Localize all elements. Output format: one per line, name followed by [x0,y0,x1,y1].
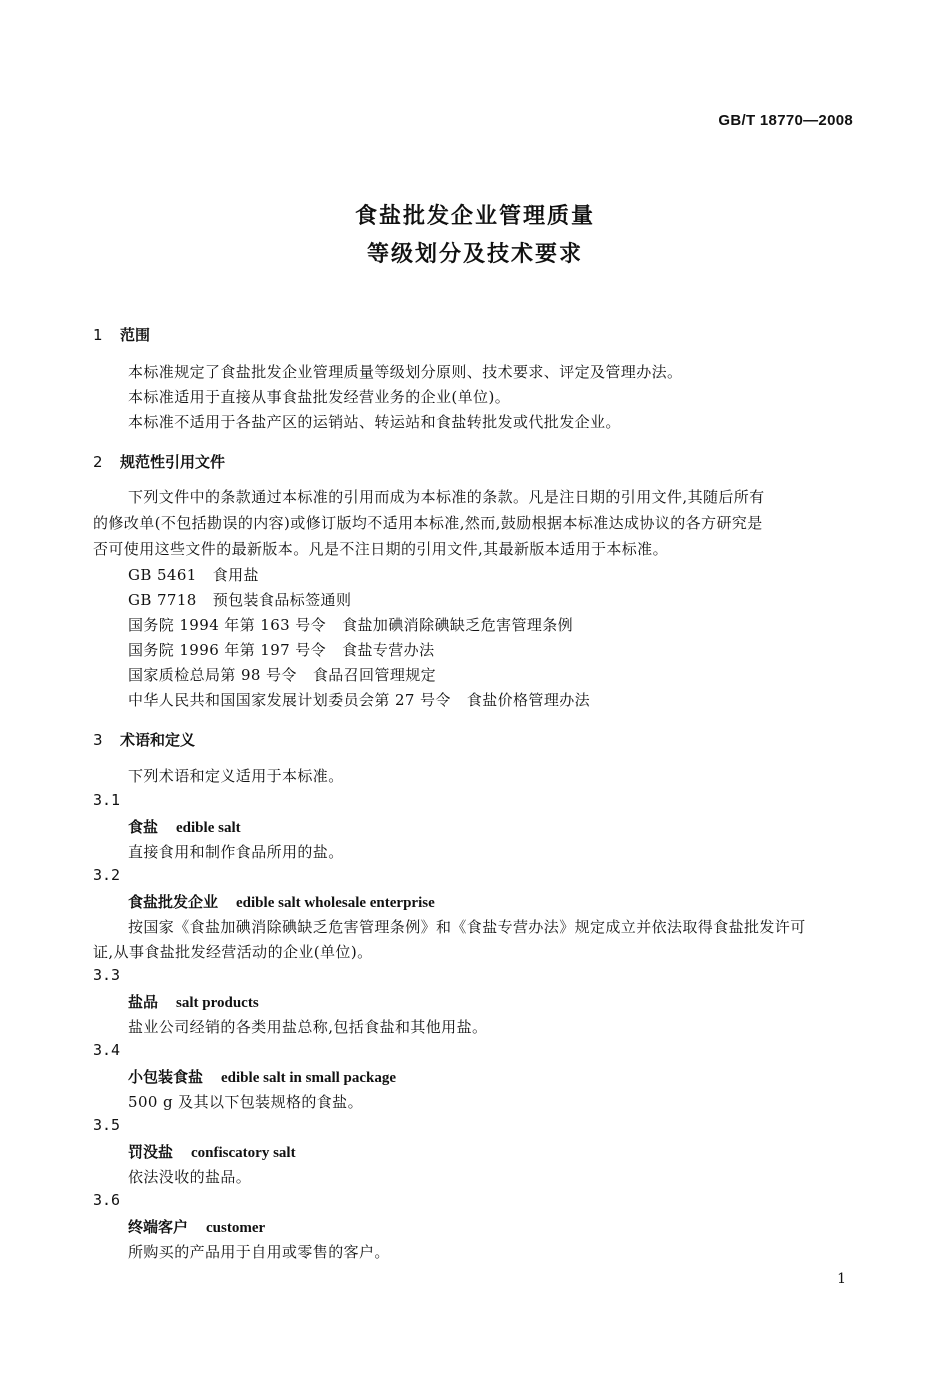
term-definition: 直接食用和制作食品所用的盐。 [128,843,344,861]
document-title-line-1: 食盐批发企业管理质量 [354,204,595,229]
page-number: 1 [837,1271,846,1287]
reference-item [128,639,434,660]
term-en: edible salt in small package [221,1070,397,1086]
term-heading [128,1141,296,1162]
term-en: edible salt wholesale enterprise [236,895,435,911]
reference-code: GB 5461 [128,566,197,584]
section-number: 2 [93,453,103,471]
reference-title: 食品召回管理规定 [312,666,437,684]
document-title-line-2: 等级划分及技术要求 [366,242,583,267]
paragraph: 下列文件中的条款通过本标准的引用而成为本标准的条款。凡是注日期的引用文件,其随后所有 [128,488,765,506]
paragraph: 的修改单(不包括勘误的内容)或修订版均不适用本标准,然而,鼓励根据本标准达成协议的各方研究是 [93,514,763,532]
paragraph: 否可使用这些文件的最新版本。凡是不注日期的引用文件,其最新版本适用于本标准。 [93,540,668,558]
reference-title: 食盐专营办法 [342,641,435,659]
paragraph: 本标准规定了食盐批发企业管理质量等级划分原则、技术要求、评定及管理办法。 [128,363,683,381]
reference-item [128,614,573,635]
term-definition: 证,从事食盐批发经营活动的企业(单位)。 [93,943,373,961]
paragraph: 本标准不适用于各盐产区的运销站、转运站和食盐转批发或代批发企业。 [128,413,621,431]
term-zh: 盐品 [128,993,159,1011]
section-1-heading [93,324,150,345]
term-zh: 终端客户 [128,1218,189,1236]
section-number: 3 [93,731,103,749]
section-2-heading [93,451,225,472]
section-number: 1 [93,326,103,344]
term-heading [128,816,241,837]
paragraph: 本标准适用于直接从事食盐批发经营业务的企业(单位)。 [128,388,511,406]
term-en: salt products [176,995,259,1011]
term-heading [128,991,259,1012]
term-zh: 食盐 [128,818,159,836]
reference-code: 中华人民共和国国家发展计划委员会第 27 号令 [128,691,451,709]
term-definition: 依法没收的盐品。 [128,1168,252,1186]
term-number: 3.4 [93,1041,121,1059]
section-title: 范围 [120,326,151,344]
term-definition: 500 g 及其以下包装规格的食盐。 [128,1093,363,1111]
term-number: 3.2 [93,866,121,884]
term-definition: 按国家《食盐加碘消除碘缺乏危害管理条例》和《食盐专营办法》规定成立并依法取得食盐批发许可 [128,918,806,936]
reference-item [128,564,259,585]
section-title: 规范性引用文件 [120,453,226,471]
term-heading [128,891,435,912]
reference-code: 国务院 1994 年第 163 号令 [128,616,327,634]
term-definition: 盐业公司经销的各类用盐总称,包括食盐和其他用盐。 [128,1018,488,1036]
reference-code: GB 7718 [128,591,197,609]
term-number: 3.1 [93,791,121,809]
term-number: 3.3 [93,966,121,984]
term-zh: 食盐批发企业 [128,893,219,911]
term-heading [128,1066,396,1087]
reference-item [128,689,590,710]
term-number: 3.5 [93,1116,121,1134]
paragraph: 下列术语和定义适用于本标准。 [128,767,344,785]
reference-title: 食用盐 [212,566,259,584]
reference-title: 食盐价格管理办法 [466,691,591,709]
term-en: customer [206,1220,266,1236]
standard-number: GB/T 18770—2008 [718,112,853,129]
section-3-heading [93,729,195,750]
reference-item [128,664,436,685]
term-en: confiscatory salt [191,1145,296,1161]
reference-title: 预包装食品标签通则 [212,591,352,609]
reference-code: 国务院 1996 年第 197 号令 [128,641,327,659]
term-en: edible salt [176,820,241,836]
term-heading [128,1216,265,1237]
reference-title: 食盐加碘消除碘缺乏危害管理条例 [342,616,574,634]
term-zh: 小包装食盐 [128,1068,204,1086]
term-definition: 所购买的产品用于自用或零售的客户。 [128,1243,390,1261]
term-number: 3.6 [93,1191,121,1209]
term-zh: 罚没盐 [128,1143,174,1161]
reference-code: 国家质检总局第 98 号令 [128,666,297,684]
section-title: 术语和定义 [120,731,196,749]
reference-item [128,589,351,610]
